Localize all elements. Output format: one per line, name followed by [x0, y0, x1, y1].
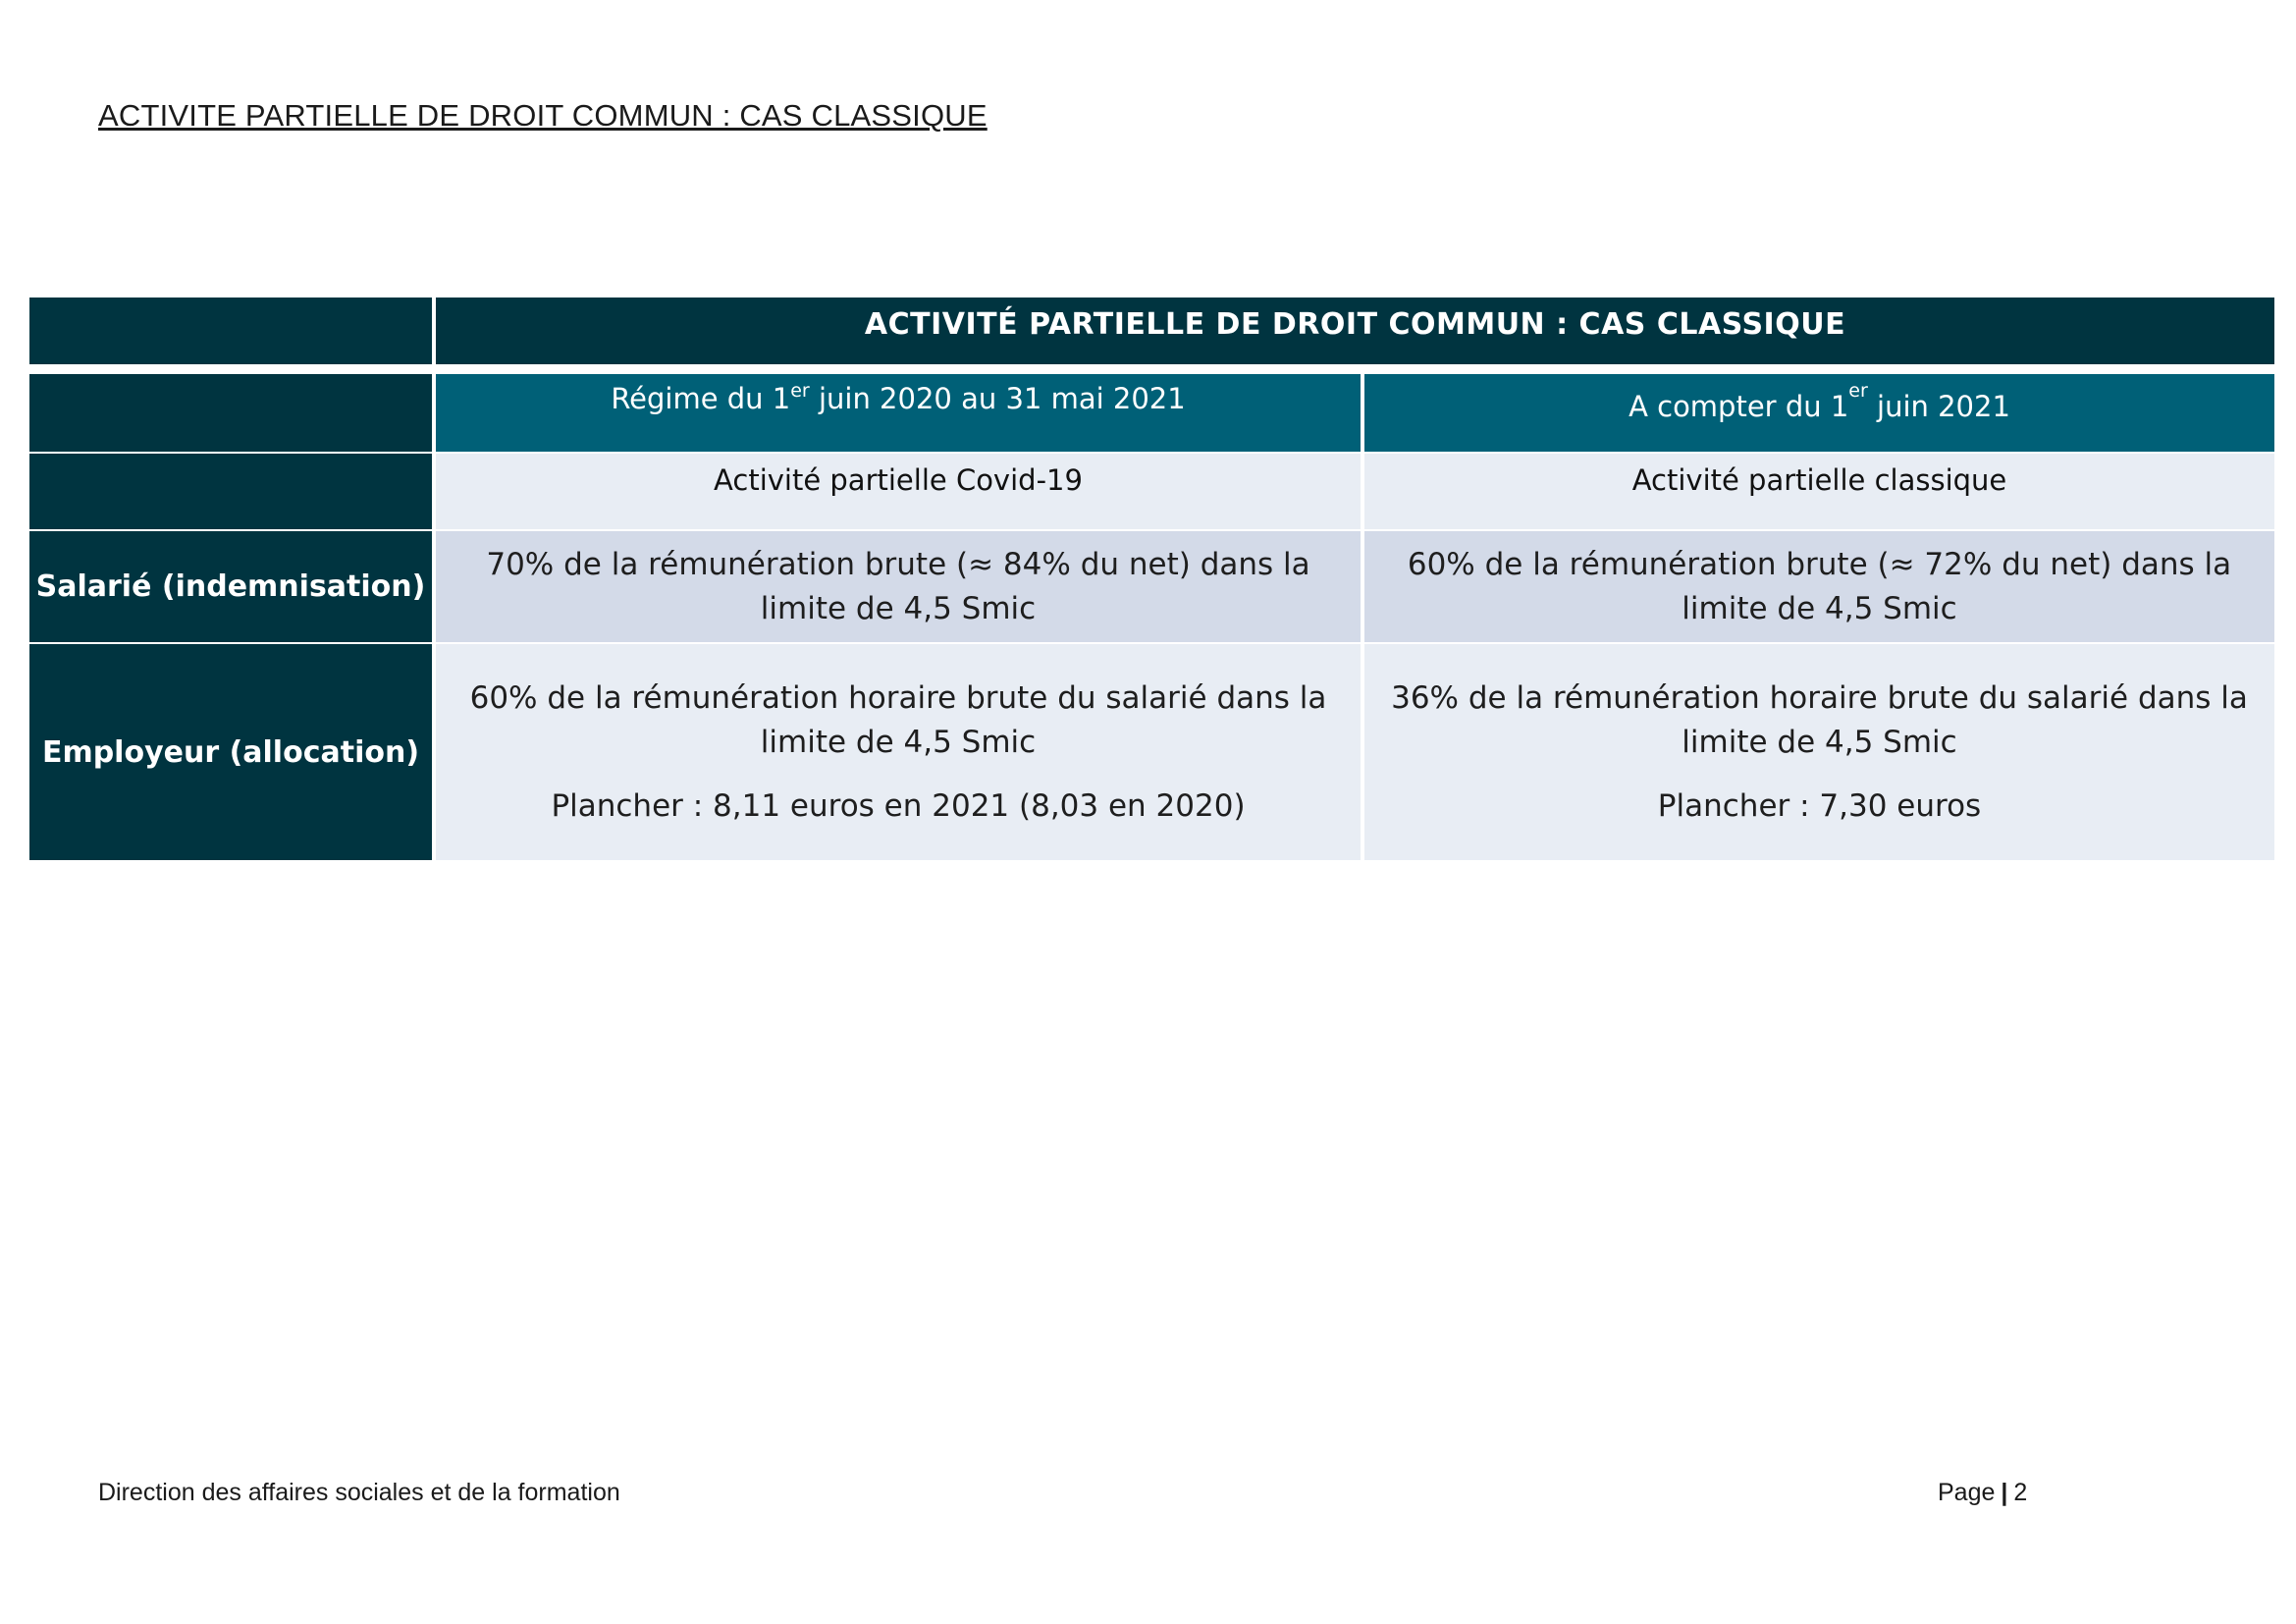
column-header-regime-classique	[1364, 374, 2274, 452]
page-number: 2	[2013, 1479, 2028, 1506]
table-cell-employeur-classique	[1364, 644, 2274, 860]
table-corner-top	[29, 298, 432, 364]
table-main-header: ACTIVITÉ PARTIELLE DE DROIT COMMUN : CAS CLASSIQUE	[436, 298, 2274, 364]
page-label: Page	[1938, 1479, 1996, 1506]
table-cell-employeur-covid	[436, 644, 1361, 860]
column-subheader-classique: Activité partielle classique	[1364, 454, 2274, 529]
cell-line: limite de 4,5 Smic	[1682, 724, 1957, 760]
regime-text: Régime du 1er juin 2020 au 31 mai 2021	[611, 380, 1186, 415]
cell-line: limite de 4,5 Smic	[760, 590, 1037, 626]
document-heading: ACTIVITE PARTIELLE DE DROIT COMMUN : CAS CLASSIQUE	[98, 98, 988, 133]
table-corner-subheader	[29, 454, 432, 529]
row-label-salarie: Salarié (indemnisation)	[29, 531, 432, 642]
table-cell-salarie-covid	[436, 531, 1361, 642]
cell-line: 36% de la rémunération horaire brute du salarié dans la	[1391, 679, 2248, 716]
cell-line: 60% de la rémunération horaire brute du salarié dans la	[469, 679, 1327, 716]
column-header-regime-covid	[436, 374, 1361, 452]
table-cell-salarie-classique	[1364, 531, 2274, 642]
column-subheader-covid: Activité partielle Covid-19	[436, 454, 1361, 529]
cell-note: Plancher : 7,30 euros	[1657, 787, 1982, 824]
table-corner-regime	[29, 374, 432, 452]
cell-note: Plancher : 8,11 euros en 2021 (8,03 en 2020)	[551, 787, 1246, 824]
page-separator: |	[2001, 1479, 2008, 1506]
cell-line: limite de 4,5 Smic	[760, 724, 1037, 760]
cell-line: 60% de la rémunération brute (≈ 72% du net) dans la	[1407, 546, 2232, 582]
cell-line: 70% de la rémunération brute (≈ 84% du net) dans la	[486, 546, 1310, 582]
row-label-employeur: Employeur (allocation)	[29, 644, 432, 860]
cell-line: limite de 4,5 Smic	[1682, 590, 1957, 626]
footer-page-number	[1938, 1479, 2027, 1507]
regime-text: A compter du 1er juin 2021	[1629, 380, 2010, 423]
footer-organization: Direction des affaires sociales et de la formation	[98, 1479, 620, 1506]
